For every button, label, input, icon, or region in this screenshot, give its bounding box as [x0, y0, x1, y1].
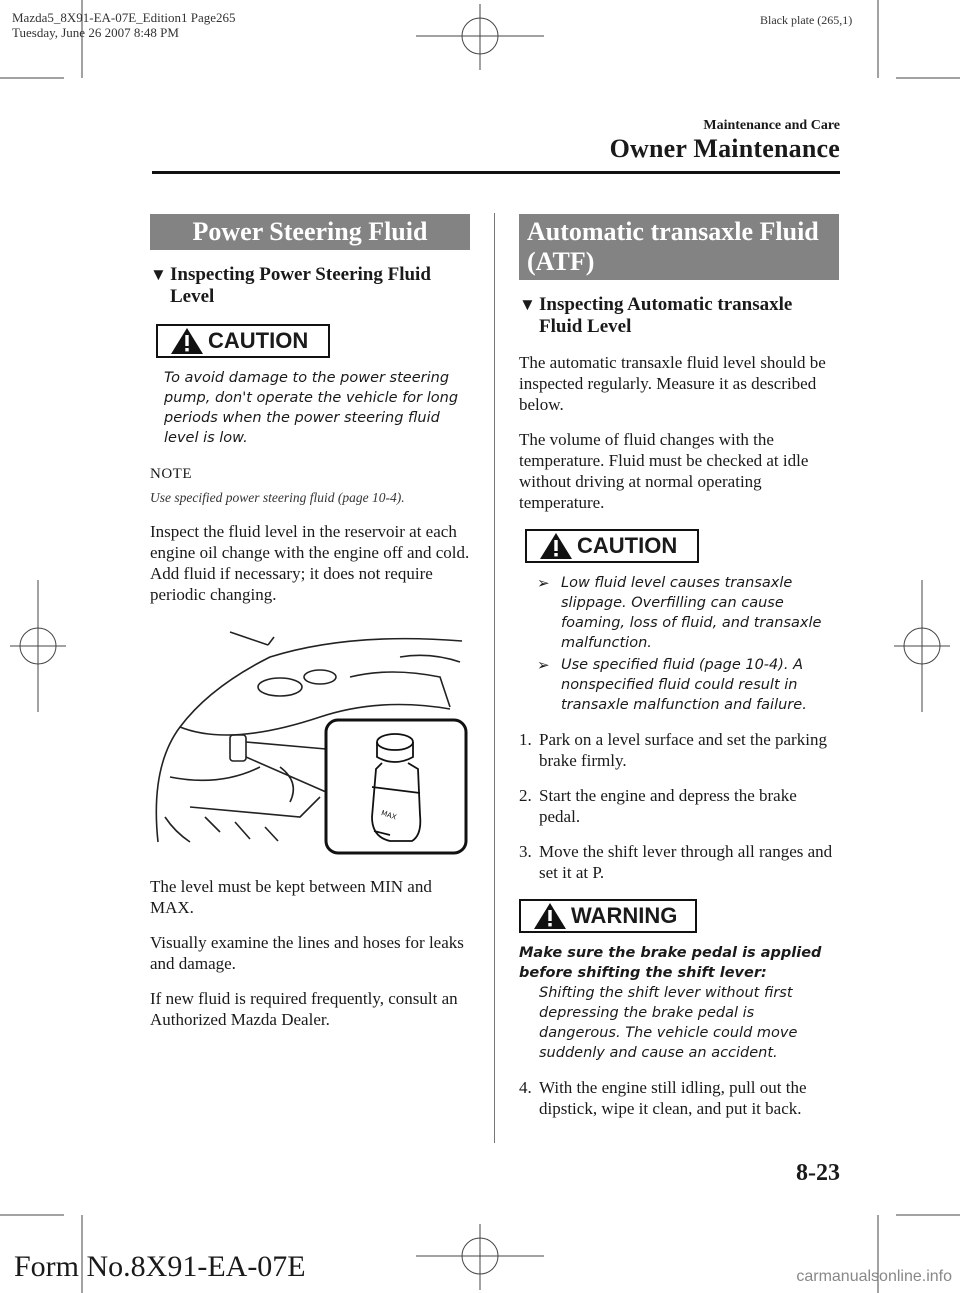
header-rule — [152, 171, 840, 174]
caution-label: CAUTION — [208, 328, 309, 353]
print-slug — [12, 10, 235, 40]
section-title-small: Maintenance and Care — [703, 118, 840, 133]
atf-banner: Automatic transaxle Fluid (ATF) — [519, 214, 839, 280]
warning-triangle-icon — [539, 532, 573, 560]
arrow-bullet-icon: ➢ — [537, 574, 550, 592]
atf-subhead — [519, 294, 839, 338]
step-item: 3. Move the shift lever through all ranges and set it at P. — [519, 842, 833, 882]
max-mark-label: MAX — [380, 809, 398, 822]
atf-paragraph-1: The automatic transaxle fluid level should be inspected regularly. Measure it as described below. — [519, 353, 826, 414]
warning-triangle-icon — [170, 327, 204, 355]
form-number: Form No.8X91-EA-07E — [14, 1250, 306, 1283]
slug-line-1: Mazda5_8X91-EA-07E_Edition1 Page265 — [12, 10, 236, 25]
left-column — [150, 214, 470, 1030]
column-divider — [494, 213, 495, 1143]
caution-label-right: CAUTION — [577, 533, 678, 558]
caution-bullets — [519, 573, 839, 715]
warning-badge — [519, 899, 839, 935]
caution-text: To avoid damage to the power steering pump, don't operate the vehicle for long periods when the power steering fluid level is low. — [164, 370, 459, 446]
watermark: carmanualsonline.info — [796, 1268, 952, 1285]
note-heading: NOTE — [150, 466, 192, 482]
step-item: 4. With the engine still idling, pull out the dipstick, wipe it clean, and put it back. — [519, 1078, 807, 1118]
triangle-bullet-icon: ▼ — [150, 265, 167, 284]
warning-triangle-icon — [533, 902, 567, 930]
plate-label: Black plate (265,1) — [760, 13, 853, 27]
page-number: 8-23 — [796, 1160, 840, 1186]
note-text: Use specified power steering fluid (page 10-4). — [150, 490, 405, 505]
caution-bullet: ➢ Use specified fluid (page 10-4). A nonspecified fluid could result in transaxle malfunction and failure. — [537, 656, 807, 713]
warning-text: Shifting the shift lever without first depressing the brake pedal is dangerous. The vehicle could move suddenly and cause an accident. — [539, 985, 798, 1061]
power-steering-subhead — [150, 264, 470, 308]
reservoir-inset-frame — [326, 720, 466, 853]
hoses-paragraph: Visually examine the lines and hoses for leaks and damage. — [150, 933, 464, 973]
engine-reservoir-illustration — [150, 617, 470, 857]
step-item: 2. Start the engine and depress the brake pedal. — [519, 786, 797, 826]
dealer-paragraph: If new fluid is required frequently, consult an Authorized Mazda Dealer. — [150, 989, 458, 1029]
warning-label: WARNING — [571, 903, 678, 928]
atf-subhead-text: Inspecting Automatic transaxle Fluid Level — [539, 294, 793, 337]
caution-bullet: ➢ Low fluid level causes transaxle slippage. Overfilling can cause foaming, loss of fluid, and transaxle malfunction. — [537, 574, 822, 651]
right-column — [519, 214, 839, 1119]
triangle-bullet-icon: ▼ — [519, 295, 536, 314]
section-title: Owner Maintenance — [609, 134, 840, 163]
level-paragraph: The level must be kept between MIN and MAX. — [150, 877, 432, 917]
warning-bold-text: Make sure the brake pedal is applied before shifting the shift lever: — [519, 945, 822, 981]
caution-badge — [150, 324, 470, 360]
step-item: 1. Park on a level surface and set the parking brake firmly. — [519, 730, 827, 770]
power-steering-banner: Power Steering Fluid — [150, 214, 470, 250]
arrow-bullet-icon: ➢ — [537, 656, 550, 674]
inspect-paragraph: Inspect the fluid level in the reservoir at each engine oil change with the engine off and cold. Add fluid if necessary; it does not require periodic changing. — [150, 522, 470, 604]
slug-line-2: Tuesday, June 26 2007 8:48 PM — [12, 25, 179, 40]
atf-paragraph-2: The volume of fluid changes with the temperature. Fluid must be checked at idle without driving at normal operating temperature. — [519, 430, 809, 512]
caution-badge-right — [519, 529, 839, 565]
power-steering-subhead-text: Inspecting Power Steering Fluid Level — [170, 264, 431, 307]
